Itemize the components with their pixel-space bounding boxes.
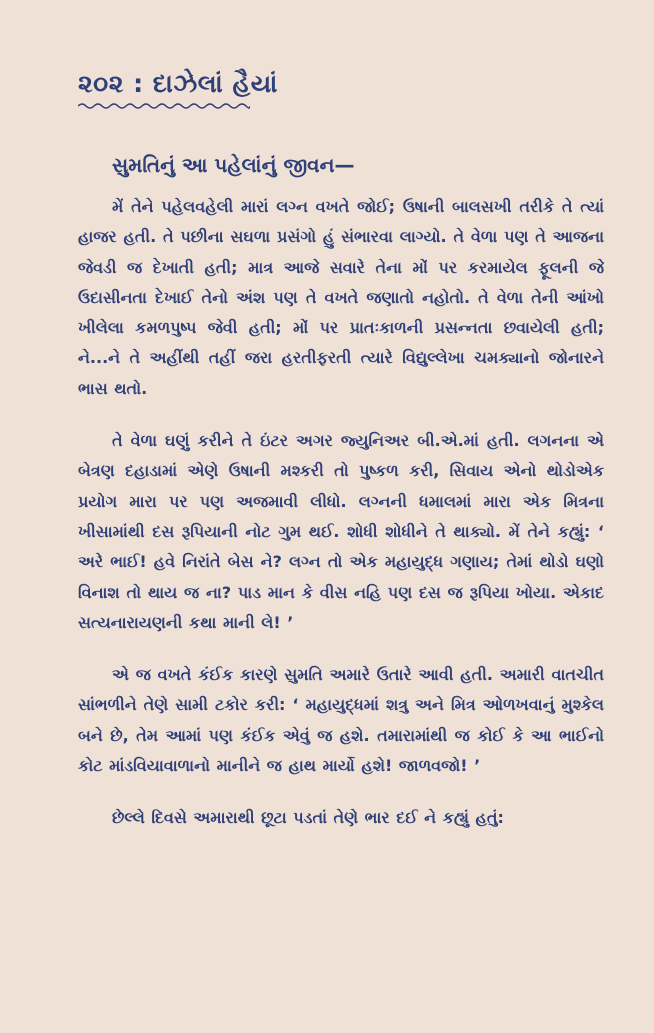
paragraph-1: મેં તેને પહેલવહેલી મારાં લગ્ન વખતે જોઈ; ઉષાની બાલસખી તરીકે તે ત્યાં હાજર હતી. તે પછીના સઘળા પ્રસંગો હું સંભારવા લાગ્યો. તે વેળા પણ તે આજના જેવડી જ દેખાતી હતી; માત્ર આજે સવારે તેના મોં પર કરમાયેલ ફૂલની જે ઉદાસીનતા દેખાઈ તેનો અંશ પણ તે વખતે જણાતો નહોતો. તે વેળા તેની આંખો ખીલેલા કમળપુષ્પ જેવી હતી; મોં પર પ્રાતઃકાળની પ્રસન્નતા છવાયેલી હતી; ને...ને તે અહીંથી તહીં જરા હરતીફરતી ત્યારે વિદ્યુલ્લેખા ચમક્યાનો જોનારને ભાસ થતો. (78, 197, 604, 398)
paragraph-3: એ જ વખતે કંઈક કારણે સુમતિ અમારે ઉતારે આવી હતી. અમારી વાતચીત સાંભળીને તેણે સામી ટકોર કરી: ‘ મહાયુદ્ધમાં શત્રુ અને મિત્ર ઓળખવાનું મુશ્કેલ બને છે, તેમ આમાં પણ કંઈક એવું જ હશે. તમારામાંથી જ કોઈ કે આ ભાઈનો કોટ માંડવિયાવાળાનો માનીને જ હાથ માર્યો હશે! જાળવજો! ’ (78, 665, 604, 776)
section-heading: સુમતિનું આ પહેલાંનું જીવન— (112, 153, 355, 177)
running-header: ૨૦૨ : દાઝેલાં હૈયાં (78, 69, 278, 98)
paragraph-4: છેલ્લે દિવસે અમારાથી છૂટા પડતાં તેણે ભાર દઈ ને કહ્યું હતું: (112, 808, 504, 828)
page-header (78, 68, 604, 110)
paragraph-2: તે વેળા ઘણું કરીને તે ઇંટર અગર જ્યુનિઅર બી.એ.માં હતી. લગનના એ બેત્રણ દહાડામાં એણે ઉષાની મશ્કરી તો પુષ્કળ કરી, સિવાય એનો થોડોએક પ્રયોગ મારા પર પણ અજમાવી લીધો. લગ્નની ધમાલમાં મારા એક મિત્રના ખીસામાંથી દસ રૂપિયાની નોટ ગુમ થઈ. શોધી શોધીને તે થાક્યો. મેં તેને કહ્યું: ‘ અરે ભાઈ! હવે નિરાંતે બેસ ને? લગ્ન તો એક મહાયુદ્ધ ગણાય; તેમાં થોડો ઘણો વિનાશ તો થાય જ ના? પાડ માન કે વીસ નહિ પણ દસ જ રૂપિયા ખોયા. એકાદ સત્યનારાયણની કથા માની લે! ’ (78, 431, 604, 632)
wavy-underline (78, 102, 250, 110)
